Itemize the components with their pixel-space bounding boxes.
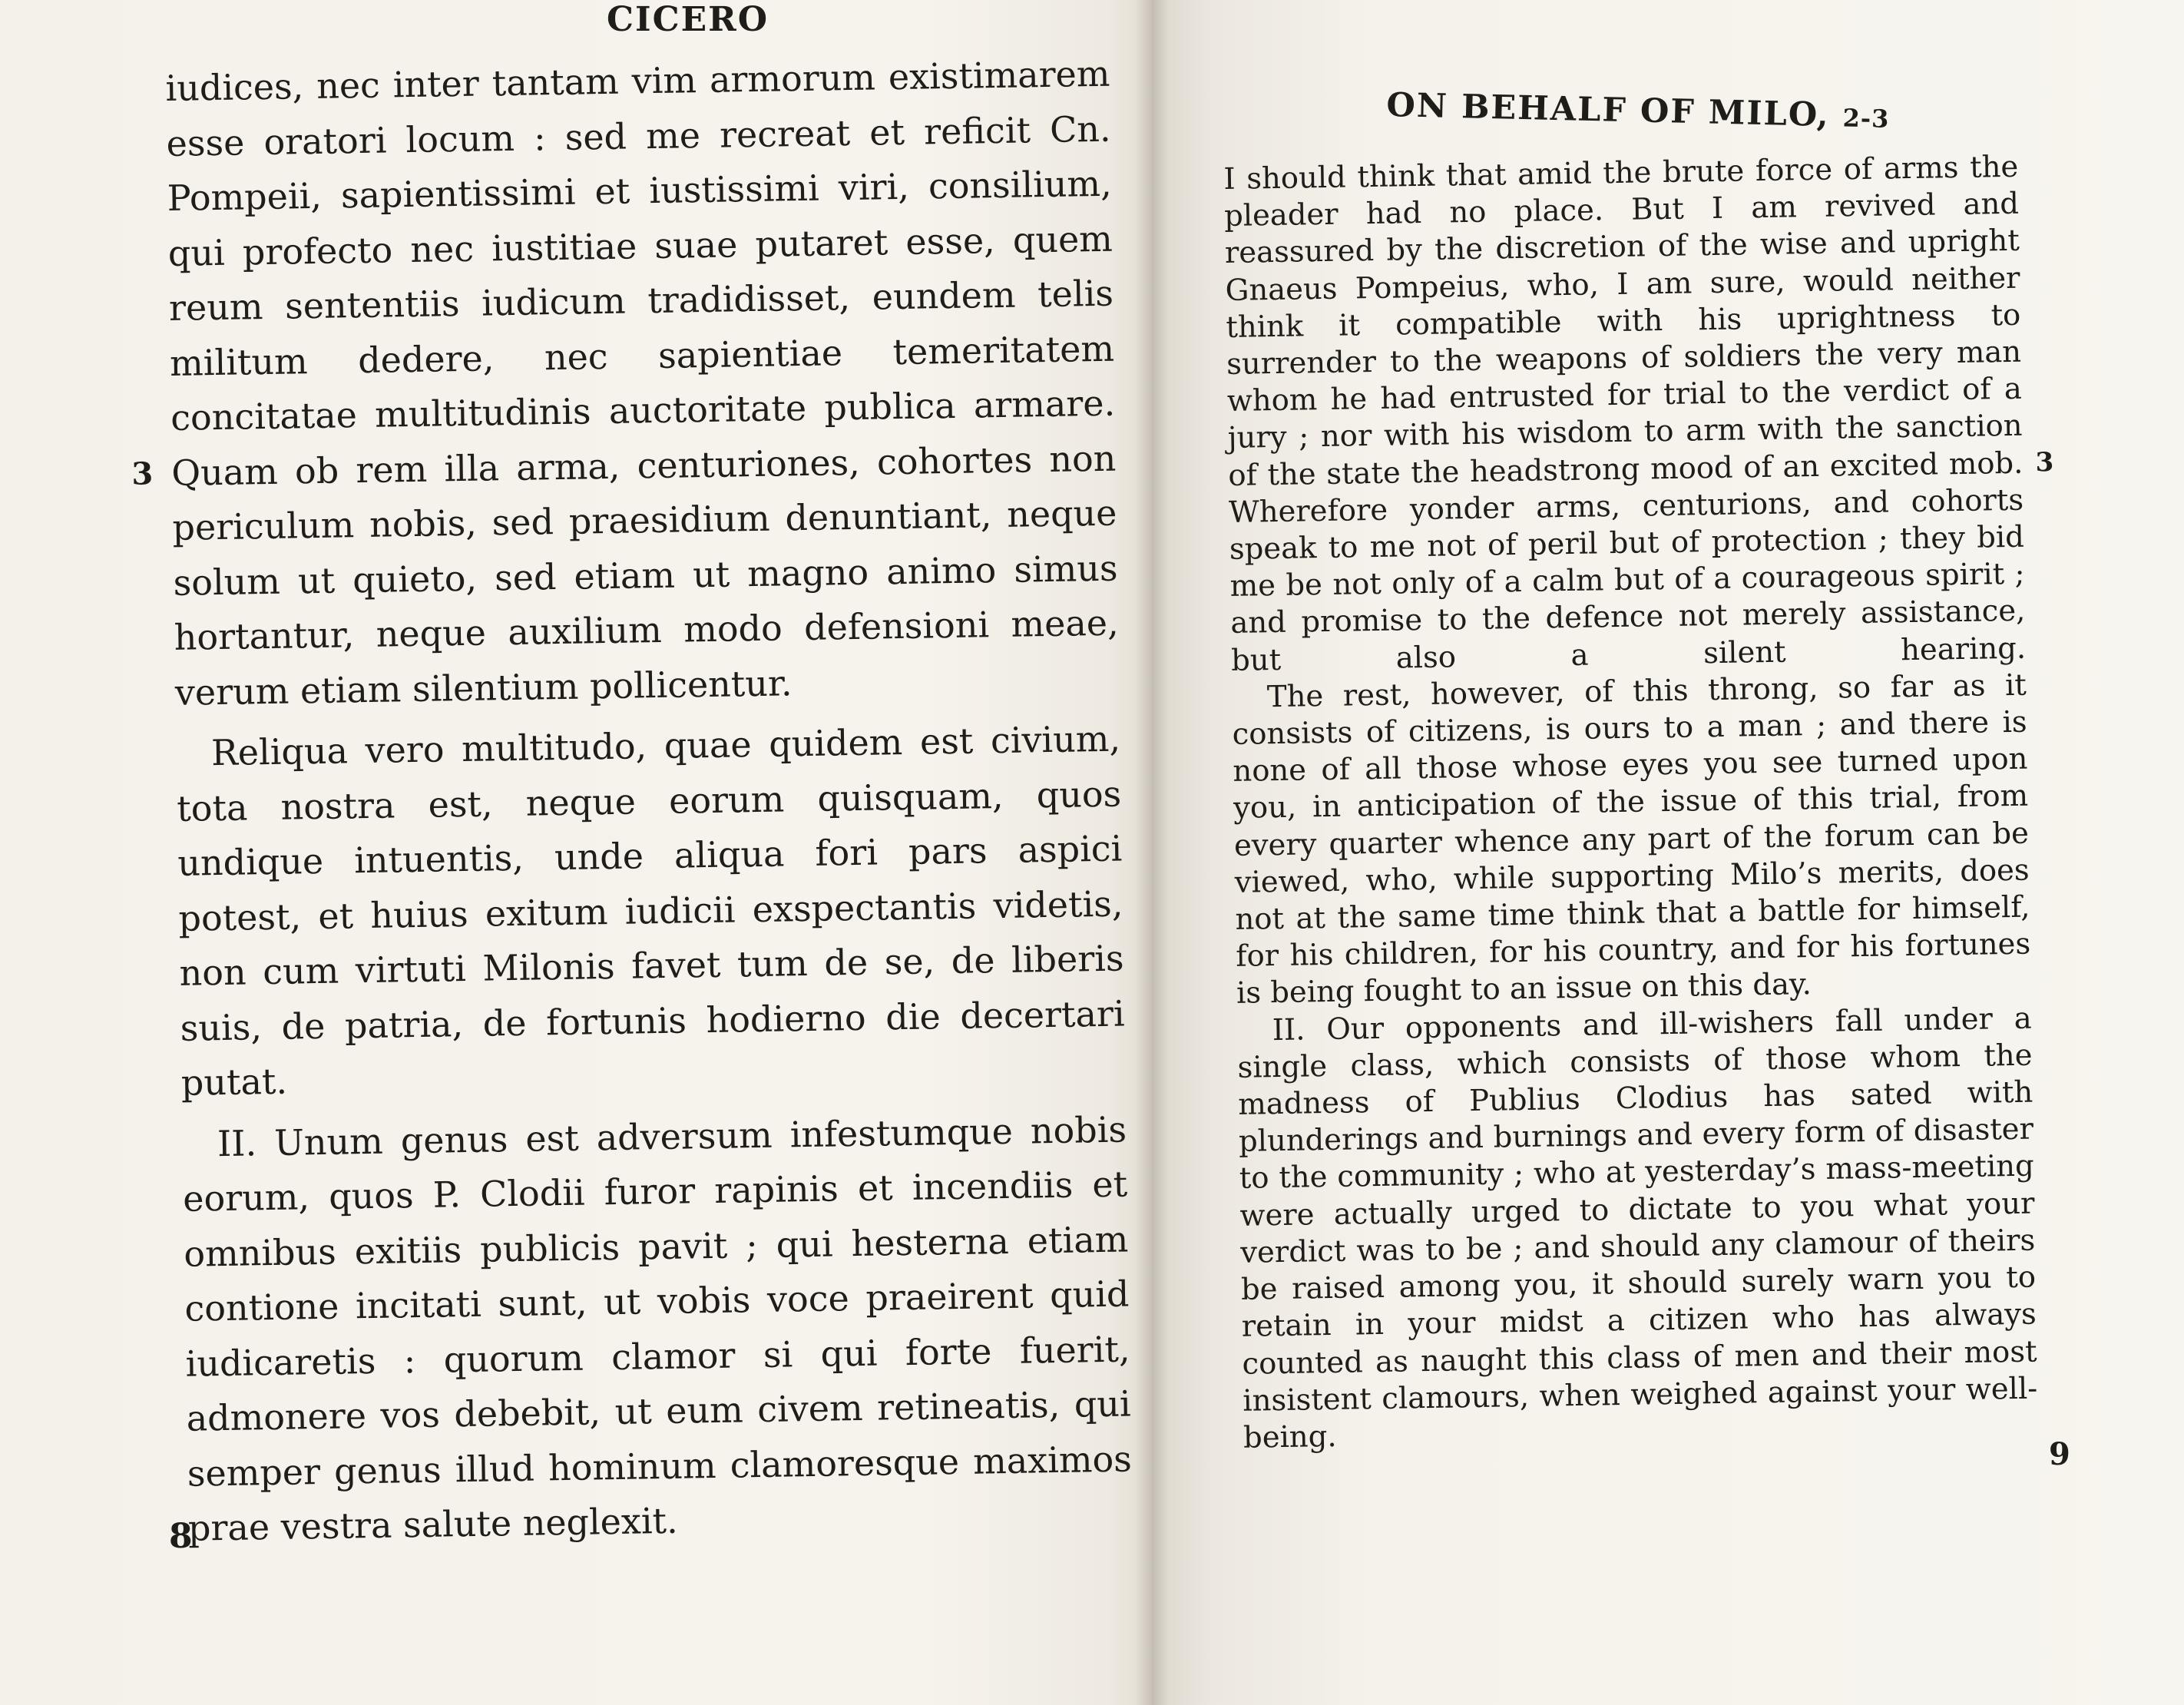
latin-paragraph-1b-text: Quam ob rem illa arma, centuriones, cohortes non periculum nobis, sed praesidium denuntiant, neque solum ut quieto, sed etiam ut magno animo simus hortantur, neque auxilium modo defensioni meae, verum etiam silentium pollicentur.	[170, 437, 1120, 713]
running-head-left: CICERO	[607, 0, 769, 39]
english-paragraph-2: The rest, however, of this throng, so far as it consists of citizens, is ours to a man ; and there is none of all those whose eyes you see turned upon you, in anticipation of the issue of this trial, from every quarter whence any part of the forum can be viewed, who, while supporting Milo’s merits, does not at the same time think that a battle for himself, for his children, for his country, and for his fortunes is being fought to an issue on this day.	[1232, 667, 2031, 1011]
margin-section-number-right: 3	[2035, 447, 2054, 478]
running-head-right-section: 2-3	[1842, 103, 1890, 134]
latin-paragraph-2: Reliqua vero multitudo, quae quidem est civium, tota nostra est, neque eorum quisquam, quos undique intuentis, unde aliqua fori pars aspici potest, et huius exitum iudicii exspectantis videtis, non cum virtuti Milonis favet tum de se, de liberis suis, de patria, de fortunis hodierno die decertari putat.	[176, 717, 1126, 1104]
latin-paragraph-1b	[131, 431, 1120, 720]
page-number-left: 8	[169, 1517, 193, 1556]
english-text	[1223, 149, 2054, 1457]
running-head-right-title: ON BEHALF OF MILO,	[1385, 86, 1831, 135]
latin-paragraph-3: II. Unum genus est adversum infestumque nobis eorum, quos P. Clodii furor rapinis et incendiis et omnibus exitiis publicis pavit ; qui hesterna etiam contione incitati sunt, ut vobis voce praeirent quid iudicaretis : quorum clamor si qui forte fuerit, admonere vos debebit, ut eum civem retineatis, qui semper genus illud hominum clamoresque maximos prae vestra salute neglexit.	[182, 1108, 1133, 1549]
english-paragraph-1	[1223, 149, 2054, 680]
book-gutter	[1135, 0, 1169, 1705]
latin-text	[131, 47, 1133, 1557]
english-paragraph-1b-text: Wherefore yonder arms, centurions, and cohorts speak to me not of peril but of protection ; they bid me be not only of a calm but of a courageous spirit ; and promise to the defence not merely assistance, but also a silent hearing.	[1228, 482, 2027, 678]
english-paragraph-3: II. Our opponents and ill-wishers fall under a single class, which consists of those whom the madness of Publius Clodius has sated with plunderings and burnings and every form of disaster to the community ; who at yesterday’s mass-meeting were actually urged to dictate to you what your verdict was to be ; and should any clamour of theirs be raised among you, it should surely warn you to retain in your midst a citizen who has always counted as naught this class of men and their most insistent clamours, when weighed against your well-being.	[1237, 1001, 2038, 1455]
latin-paragraph-1a	[165, 47, 1116, 446]
latin-paragraph-1a-text: iudices, nec inter tantam vim armorum existimarem esse oratori locum : sed me recreat et reficit Cn. Pompeii, sapientissimi et iustissimi viri, consilium, qui profecto nec iustitiae suae putaret esse, quem reum sententiis iudicum tradidisset, eundem telis militum dedere, nec sapientiae temeritatem concitatae multitudinis auctoritate publica armare.	[165, 52, 1116, 439]
margin-section-number-left: 3	[131, 455, 154, 492]
page-number-right: 9	[2049, 1436, 2070, 1472]
english-paragraph-1a-text: I should think that amid the brute force of arms the pleader had no place. But I am revived and reassured by the discretion of the wise and upright Gnaeus Pompeius, who, I am sure, would neither think it compatible with his uprightness to surrender to the weapons of soldiers the very man whom he had entrusted for trial to the verdict of a jury ; nor with his wisdom to arm with the sanction of the state the headstrong mood of an excited mob.	[1223, 149, 2024, 493]
